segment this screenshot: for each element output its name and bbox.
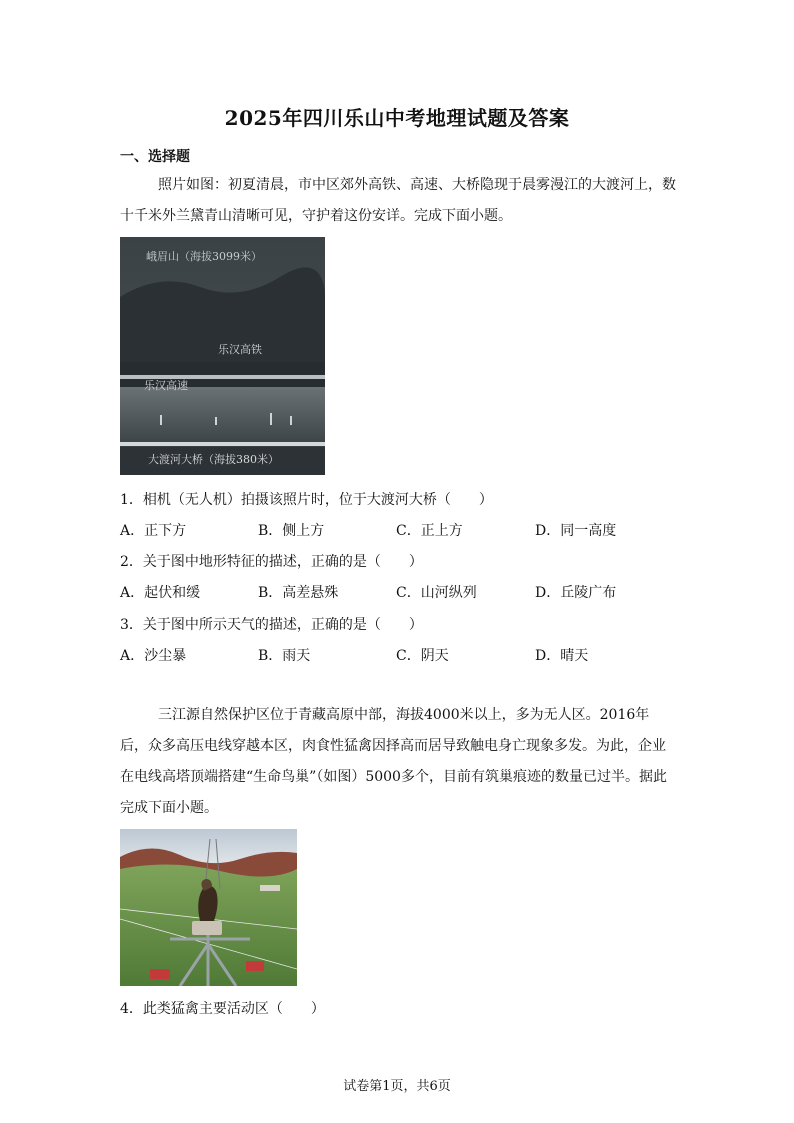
question-1-stem: 1．相机（无人机）拍摄该照片时，位于大渡河大桥（ ） — [120, 492, 493, 508]
option: C．阴天 — [396, 648, 449, 664]
passage-1 — [120, 170, 676, 232]
passage-2 — [120, 700, 668, 824]
eagle-nest-photo — [120, 829, 297, 986]
page-footer: 试卷第1页，共6页 — [343, 1079, 451, 1094]
option: B．侧上方 — [258, 523, 325, 539]
question-3-stem: 3．关于图中所示天气的描述，正确的是（ ） — [120, 617, 423, 633]
section-heading: 一、选择题 — [120, 149, 190, 165]
option: D．丘陵广布 — [535, 585, 617, 601]
option: A．起伏和缓 — [120, 585, 201, 601]
question-2-stem: 2．关于图中地形特征的描述，正确的是（ ） — [120, 554, 423, 570]
river-fog-photo — [120, 237, 325, 475]
option: C．山河纵列 — [396, 585, 477, 601]
option: B．高差悬殊 — [258, 585, 339, 601]
option: A．沙尘暴 — [120, 648, 187, 664]
page-title: 2025年四川乐山中考地理试题及答案 — [224, 106, 570, 130]
passage-2-text: 三江源自然保护区位于青藏高原中部，海拔4000米以上，多为无人区。2016年后，众多高压电线穿越本区，肉食性猛禽因择高而居导致触电身亡现象多发。为此，企业在电线高塔顶端搭建“生命鸟巢”（如图）5000多个，目前有筑巢痕迹的数量已过半。据此完成下面小题。 — [120, 707, 667, 816]
question-4-stem: 4．此类猛禽主要活动区（ ） — [120, 1001, 325, 1017]
eagle-nest-illustration — [120, 829, 297, 986]
bridge-label: 大渡河大桥（海拔380米） — [148, 453, 279, 466]
option: A．正下方 — [120, 523, 187, 539]
rail-label: 乐汉高铁 — [218, 343, 262, 356]
option: B．雨天 — [258, 648, 311, 664]
road-label: 乐汉高速 — [144, 379, 188, 392]
option: D．同一高度 — [535, 523, 617, 539]
passage-1-text: 照片如图：初夏清晨，市中区郊外高铁、高速、大桥隐现于晨雾漫江的大渡河上，数十千米外兰黛青山清晰可见，守护着这份安详。完成下面小题。 — [120, 177, 676, 224]
option: D．晴天 — [535, 648, 589, 664]
mountain-label: 峨眉山（海拔3099米） — [146, 250, 262, 263]
option: C．正上方 — [396, 523, 463, 539]
